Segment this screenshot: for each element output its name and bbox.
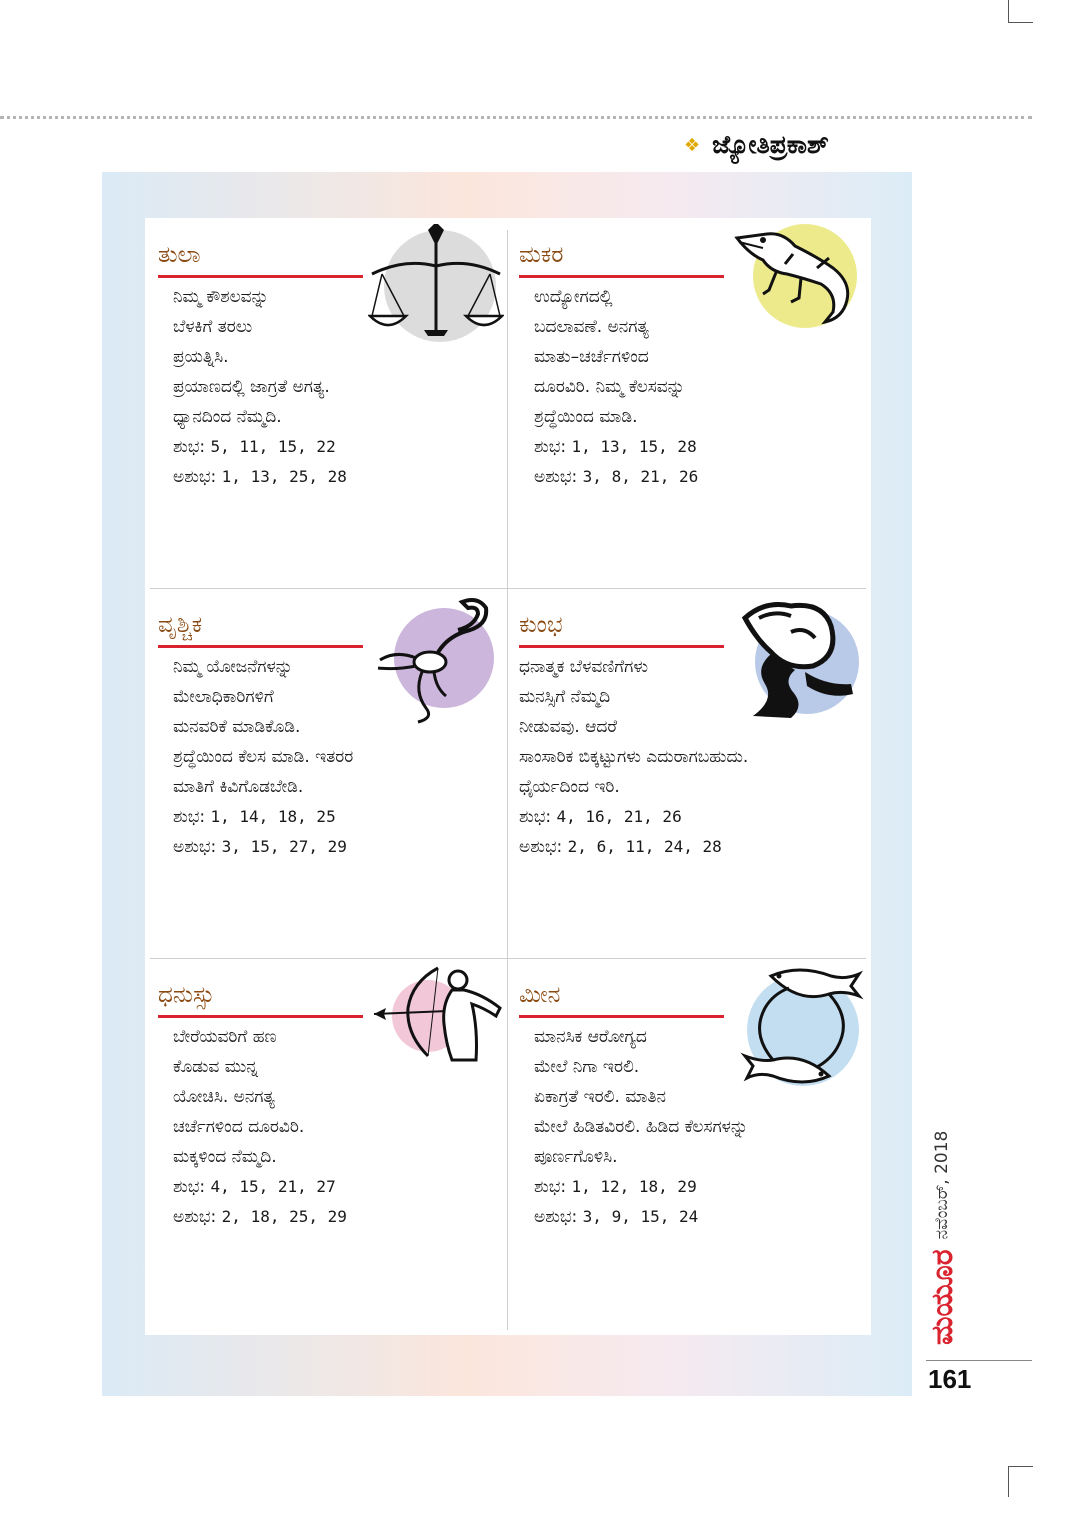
unlucky-label: ಅಶುಭ: [173, 467, 217, 487]
text-line: ಧನಾತ್ಮಕ ಬೆಳವಣಿಗೆಗಳು [519, 657, 648, 677]
text-line: ಬದಲಾವಣೆ. ಅನಗತ್ಯ [534, 317, 649, 337]
vertical-footer-text [922, 1075, 962, 1345]
libra-scales-icon [368, 224, 504, 344]
scorpio-scorpion-icon [374, 596, 504, 724]
text-line: ಶ್ರದ್ಧೆಯಿಂದ ಮಾಡಿ. [534, 407, 638, 427]
unlucky-dates: 3, 15, 27, 29 [221, 837, 347, 856]
text-line: ನಿಮ್ಮ ಕೌಶಲವನ್ನು [173, 287, 269, 307]
text-line: ಶ್ರದ್ಧೆಯಿಂದ ಕೆಲಸ ಮಾಡಿ. ಇತರರ [173, 747, 354, 767]
text-line: ಧೈರ್ಯದಿಂದ ಇರಿ. [519, 777, 620, 797]
lucky-dates-row [173, 1172, 347, 1202]
lucky-dates: 4, 16, 21, 26 [556, 807, 682, 826]
unlucky-label: ಅಶುಭ: [534, 467, 578, 487]
lucky-label: ಶುಭ: [519, 807, 552, 827]
sign-name: ಮಕರ [519, 242, 564, 268]
issue-date: ನವೆಂಬರ್, 2018 [932, 1130, 952, 1240]
sign-text [173, 282, 347, 492]
page-number-rule [926, 1360, 1032, 1361]
sign-text [519, 652, 748, 862]
sign-text [173, 1022, 347, 1232]
vertical-footer [922, 1075, 962, 1345]
text-line: ಕೊಡುವ ಮುನ್ನ [173, 1057, 259, 1077]
text-line: ಏಕಾಗ್ರತೆ ಇರಲಿ. ಮಾತಿನ [534, 1087, 666, 1107]
lucky-label: ಶುಭ: [173, 1177, 206, 1197]
lucky-label: ಶುಭ: [173, 437, 206, 457]
text-line: ಪ್ರಯಾಣದಲ್ಲಿ ಜಾಗ್ರತೆ ಅಗತ್ಯ. [173, 377, 330, 397]
lucky-dates: 1, 12, 18, 29 [571, 1177, 697, 1196]
unlucky-label: ಅಶುಭ: [173, 837, 217, 857]
lucky-dates-row [534, 1172, 748, 1202]
sign-text [173, 652, 353, 862]
magazine-brand: ಮಯೂರ [924, 1249, 960, 1345]
sign-name-underline [158, 1015, 363, 1018]
text-line: ಯೋಚಿಸಿ. ಅನಗತ್ಯ [173, 1087, 275, 1107]
text-line: ಮಾತು–ಚರ್ಚೆಗಳಿಂದ [534, 347, 649, 367]
sign-card-capricorn [507, 220, 865, 590]
text-line: ಮಾನಸಿಕ ಆರೋಗ್ಯದ [534, 1027, 647, 1047]
text-line: ಮಾತಿಗೆ ಕಿವಿಗೊಡಬೇಡಿ. [173, 777, 304, 797]
lucky-dates: 1, 13, 15, 28 [571, 437, 697, 456]
lucky-dates-row [519, 802, 748, 832]
sign-name-underline [519, 275, 724, 278]
capricorn-crocodile-icon [733, 224, 865, 334]
text-line: ಬೆಳಕಿಗೆ ತರಲು [173, 317, 253, 337]
lucky-dates: 5, 11, 15, 22 [210, 437, 336, 456]
text-line: ಮನಸ್ಸಿಗೆ ನೆಮ್ಮದಿ [519, 687, 611, 707]
sign-name-underline [158, 645, 363, 648]
sign-card-libra [146, 220, 504, 590]
text-line: ಮೇಲೆ ನಿಗಾ ಇರಲಿ. [534, 1057, 640, 1077]
unlucky-dates-row [173, 832, 353, 862]
sign-card-sagittarius [146, 960, 504, 1330]
unlucky-dates-row [534, 1202, 748, 1232]
text-line: ಸಾಂಸಾರಿಕ ಬಿಕ್ಕಟ್ಟುಗಳು ಎದುರಾಗಬಹುದು. [519, 747, 749, 767]
lucky-dates-row [173, 802, 353, 832]
sign-text [534, 1022, 748, 1232]
sign-text [534, 282, 698, 492]
lucky-dates-row [534, 432, 698, 462]
sign-name-underline [519, 645, 724, 648]
unlucky-dates: 2, 6, 11, 24, 28 [567, 837, 722, 856]
text-line: ಮೇಲೆ ಹಿಡಿತವಿರಲಿ. ಹಿಡಿದ ಕೆಲಸಗಳನ್ನು [534, 1117, 749, 1137]
lucky-dates: 4, 15, 21, 27 [210, 1177, 336, 1196]
text-line: ಪ್ರಯತ್ನಿಸಿ. [173, 347, 229, 367]
sign-name: ಕುಂಭ [519, 612, 563, 638]
diamond-bullet-icon: ❖ [684, 134, 701, 156]
sign-card-aquarius [507, 590, 865, 960]
text-line: ಉದ್ಯೋಗದಲ್ಲಿ [534, 287, 613, 307]
text-line: ಮೇಲಾಧಿಕಾರಿಗಳಿಗೆ [173, 687, 274, 707]
unlucky-dates-row [173, 1202, 347, 1232]
sign-card-pisces [507, 960, 865, 1330]
unlucky-dates-row [534, 462, 698, 492]
text-line: ನಿಮ್ಮ ಯೋಜನೆಗಳನ್ನು [173, 657, 293, 677]
unlucky-label: ಅಶುಭ: [173, 1207, 217, 1227]
sagittarius-archer-icon [372, 964, 504, 1062]
text-line: ದೂರವಿರಿ. ನಿಮ್ಮ ಕೆಲಸವನ್ನು [534, 377, 685, 397]
unlucky-dates-row [173, 462, 347, 492]
lucky-dates: 1, 14, 18, 25 [210, 807, 336, 826]
sign-name: ಧನುಸ್ಸು [158, 982, 215, 1008]
text-line: ಮನವರಿಕೆ ಮಾಡಿಕೊಡಿ. [173, 717, 301, 737]
sign-card-scorpio [146, 590, 504, 960]
pisces-fish-icon [733, 964, 865, 1092]
unlucky-dates: 1, 13, 25, 28 [221, 467, 347, 486]
text-line: ಚರ್ಚೆಗಳಿಂದ ದೂರವಿರಿ. [173, 1117, 305, 1137]
lucky-label: ಶುಭ: [534, 437, 567, 457]
text-line: ಮಕ್ಕಳಿಂದ ನೆಮ್ಮದಿ. [173, 1147, 277, 1167]
dotted-rule [0, 116, 1032, 119]
unlucky-dates: 2, 18, 25, 29 [221, 1207, 347, 1226]
lucky-label: ಶುಭ: [173, 807, 206, 827]
sign-name: ವೃಶ್ಚಿಕ [158, 612, 203, 638]
sign-name-underline [158, 275, 363, 278]
crop-mark-top-right [1008, 0, 1033, 23]
unlucky-dates: 3, 9, 15, 24 [582, 1207, 699, 1226]
unlucky-dates: 3, 8, 21, 26 [582, 467, 699, 486]
sign-name: ತುಲಾ [158, 242, 201, 268]
text-line: ಪೂರ್ಣಗೊಳಿಸಿ. [534, 1147, 618, 1167]
section-header [684, 128, 829, 162]
unlucky-label: ಅಶುಭ: [519, 837, 563, 857]
text-line: ಬೇರೆಯವರಿಗೆ ಹಣ [173, 1027, 277, 1047]
crop-mark-bottom-right [1008, 1466, 1033, 1497]
lucky-label: ಶುಭ: [534, 1177, 567, 1197]
sign-name: ಮೀನ [519, 982, 561, 1008]
unlucky-label: ಅಶುಭ: [534, 1207, 578, 1227]
text-line: ಧ್ಯಾನದಿಂದ ನೆಮ್ಮದಿ. [173, 407, 282, 427]
text-line: ನೀಡುವವು. ಆದರೆ [519, 717, 618, 737]
page-number: 161 [928, 1364, 972, 1394]
unlucky-dates-row [519, 832, 748, 862]
section-title: ಜ್ಯೋತಿಪ್ರಕಾಶ್ [712, 130, 829, 159]
aquarius-water-pot-icon [735, 596, 863, 724]
lucky-dates-row [173, 432, 347, 462]
sign-name-underline [519, 1015, 724, 1018]
